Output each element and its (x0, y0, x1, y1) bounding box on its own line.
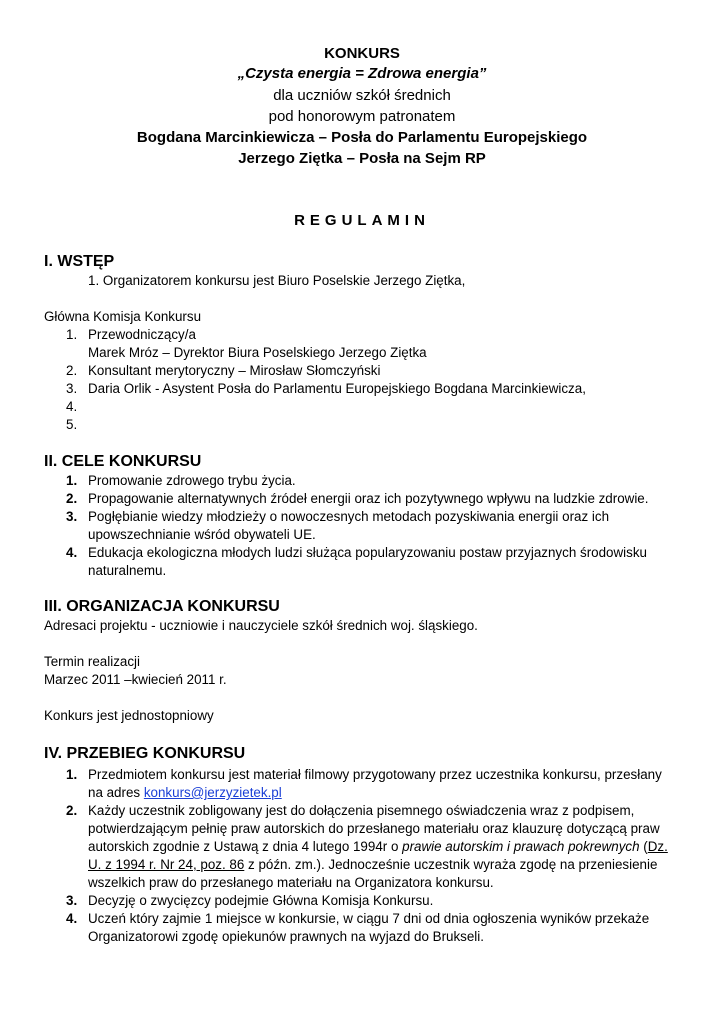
law-title: prawie autorskim i prawach pokrewnych (402, 839, 640, 854)
law-reference: U. z 1994 r. Nr 24, poz. 86 (88, 857, 245, 872)
section-1-heading: I. WSTĘP (44, 253, 115, 270)
list-item: Edukacja ekologiczna młodych ludzi służąca popularyzowaniu postaw przyjaznych środowisku (88, 545, 647, 560)
list-item: Pogłębianie wiedzy młodzieży o nowoczesnych metodach pozyskiwania energii oraz ich (88, 509, 610, 524)
list-item: Przedmiotem konkursu jest materiał filmowy przygotowany przez uczestnika konkursu, przesłany (88, 767, 662, 782)
law-reference: Dz. (647, 839, 668, 854)
list-number: 2. (66, 803, 78, 818)
list-item (88, 838, 668, 856)
stage-text: Konkurs jest jednostopniowy (44, 708, 214, 723)
list-item-text: ( (639, 839, 648, 854)
list-item: wszelkich praw do przesłanego materiału na Organizatora konkursu. (88, 875, 494, 890)
term-value: Marzec 2011 –kwiecień 2011 r. (44, 672, 227, 687)
list-item: upowszechnianie wśród obywateli UE. (88, 527, 316, 542)
contest-subtitle: „Czysta energia = Zdrowa energia” (237, 65, 487, 82)
list-item: naturalnemu. (88, 563, 167, 578)
list-item: Każdy uczestnik zobligowany jest do dołączenia pisemnego oświadczenia wraz z podpisem, (88, 803, 635, 818)
list-item: Promowanie zdrowego trybu życia. (88, 473, 296, 488)
list-item: Uczeń który zajmie 1 miejsce w konkursie, w ciągu 7 dni od dnia ogłoszenia wyników przekaże (88, 911, 650, 926)
list-item: Propagowanie alternatywnych źródeł energii oraz ich pozytywnego wpływu na ludzkie zdrowie. (88, 491, 649, 506)
list-item: Przewodniczący/a (88, 327, 196, 342)
contest-title: KONKURS (324, 45, 400, 62)
list-number: 3. (66, 381, 78, 396)
section-1-item-1: 1. Organizatorem konkursu jest Biuro Poselskie Jerzego Ziętka, (88, 273, 466, 288)
addressees-text: Adresaci projektu - uczniowie i nauczyciele szkół średnich woj. śląskiego. (44, 618, 478, 633)
list-number: 2. (66, 363, 78, 378)
list-item: Organizatorowi zgodę opiekunów prawnych na wyjazd do Brukseli. (88, 929, 484, 944)
list-number: 4. (66, 545, 78, 560)
list-item (88, 856, 657, 874)
list-number: 4. (66, 399, 78, 414)
list-item: potwierdzającym pełnię praw autorskich do przesłanego materiału oraz klauzurę dotyczącą praw (88, 821, 660, 836)
commission-title: Główna Komisja Konkursu (44, 309, 202, 324)
list-number: 5. (66, 417, 78, 432)
list-number: 3. (66, 509, 78, 524)
list-item: Decyzję o zwycięzcy podejmie Główna Komisja Konkursu. (88, 893, 434, 908)
list-number: 3. (66, 893, 78, 908)
list-number: 1. (66, 767, 78, 782)
contest-email-link[interactable]: konkurs@jerzyzietek.pl (143, 785, 282, 800)
list-number: 4. (66, 911, 78, 926)
header-line-5: Bogdana Marcinkiewicza – Posła do Parlamentu Europejskiego (136, 129, 588, 146)
section-3-heading: III. ORGANIZACJA KONKURSU (44, 598, 280, 615)
list-item: Daria Orlik - Asystent Posła do Parlamentu Europejskiego Bogdana Marcinkiewicza, (88, 381, 586, 396)
header-line-3: dla uczniów szkół średnich (273, 87, 451, 104)
list-number: 2. (66, 491, 78, 506)
list-item: Marek Mróz – Dyrektor Biura Poselskiego Jerzego Ziętka (88, 345, 427, 360)
term-label: Termin realizacji (44, 654, 140, 669)
header-line-4: pod honorowym patronatem (268, 108, 456, 125)
list-item: Konsultant merytoryczny – Mirosław Słomczyński (88, 363, 381, 378)
list-item (88, 784, 282, 802)
list-item-text: na adres (88, 785, 144, 800)
list-number: 1. (66, 473, 78, 488)
regulamin-title: REGULAMIN (294, 212, 430, 229)
list-item-text: autorskich zgodnie z Ustawą z dnia 4 lutego 1994r o (88, 839, 403, 854)
list-number: 1. (66, 327, 78, 342)
header-line-6: Jerzego Ziętka – Posła na Sejm RP (238, 150, 486, 167)
section-4-heading: IV. PRZEBIEG KONKURSU (44, 745, 246, 762)
list-item-text: z późn. zm.). Jednocześnie uczestnik wyraża zgodę na przeniesienie (244, 857, 658, 872)
section-2-heading: II. CELE KONKURSU (44, 453, 202, 470)
